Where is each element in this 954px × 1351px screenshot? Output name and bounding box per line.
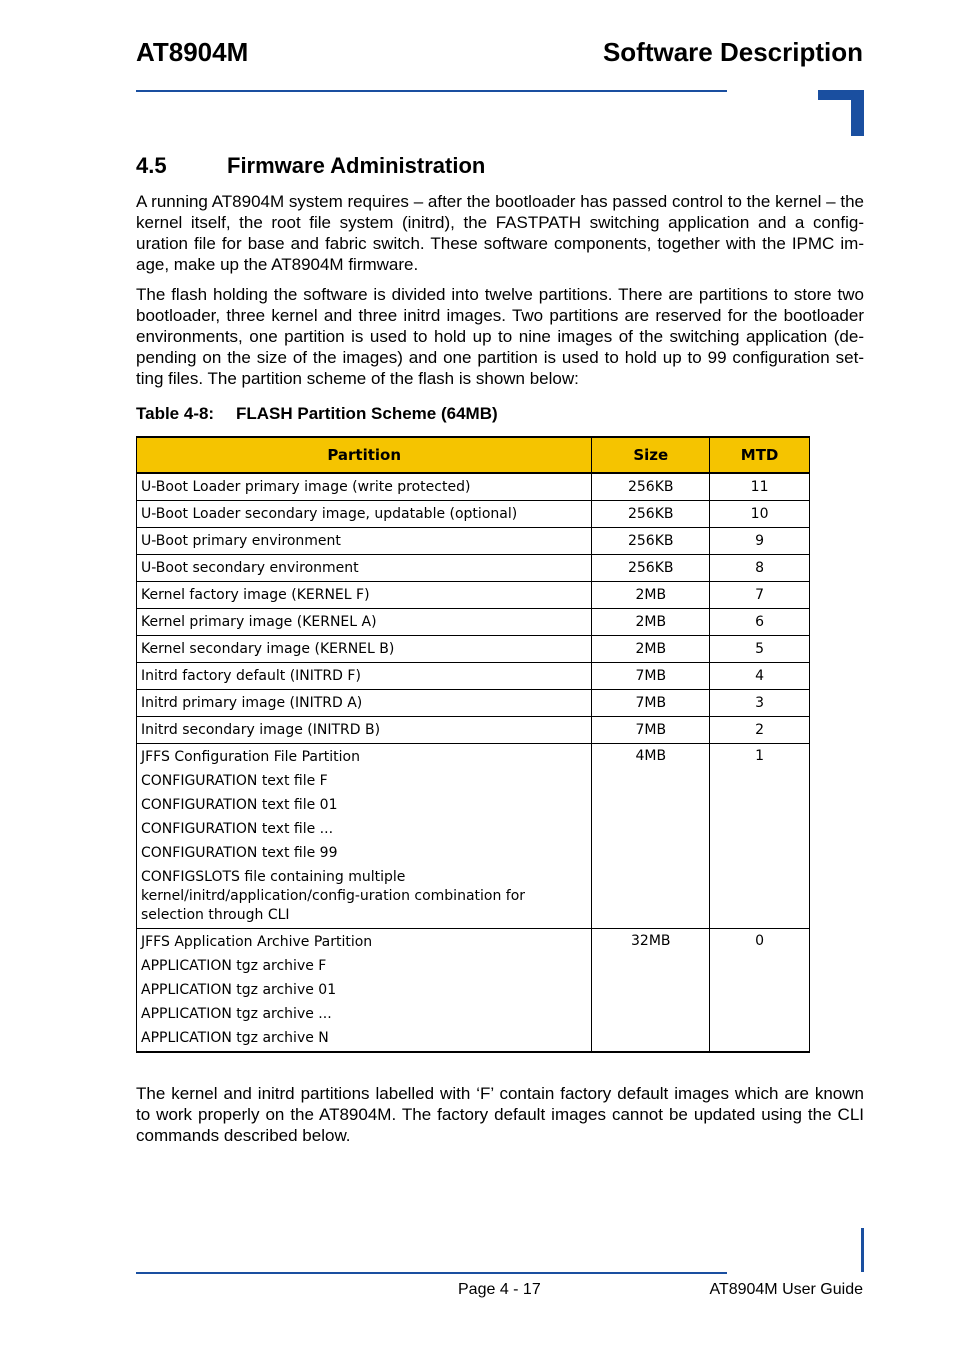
- size-cell: 2MB: [592, 609, 710, 636]
- partition-cell: Kernel factory image (KERNEL F): [137, 582, 592, 609]
- jffs-app-line: APPLICATION tgz archive ...: [141, 1006, 332, 1022]
- mtd-cell: 8: [710, 555, 810, 582]
- section-heading: [136, 153, 485, 179]
- partition-cell: U-Boot Loader primary image (write protected): [137, 473, 592, 501]
- partition-cell: Initrd factory default (INITRD F): [137, 663, 592, 690]
- footer-rule: [136, 1272, 727, 1274]
- jffs-app-line: APPLICATION tgz archive N: [141, 1030, 329, 1046]
- footer-guide-title: AT8904M User Guide: [709, 1281, 863, 1298]
- partition-cell: Initrd secondary image (INITRD B): [137, 717, 592, 744]
- jffs-app-partition-cell: [137, 929, 592, 1053]
- partition-cell: Kernel primary image (KERNEL A): [137, 609, 592, 636]
- jffs-config-line: CONFIGURATION text file ...: [141, 821, 334, 837]
- table-row-jffs-config: [137, 744, 810, 929]
- size-cell: 2MB: [592, 636, 710, 663]
- jffs-config-line: CONFIGURATION text file F: [141, 773, 328, 789]
- mtd-cell: 9: [710, 528, 810, 555]
- partition-cell: Kernel secondary image (KERNEL B): [137, 636, 592, 663]
- size-cell: 256KB: [592, 555, 710, 582]
- footer-corner-mark: [861, 1228, 864, 1272]
- table-row: [137, 663, 810, 690]
- header-partition: Partition: [137, 437, 592, 473]
- size-cell: 256KB: [592, 501, 710, 528]
- jffs-app-line: JFFS Application Archive Partition: [141, 934, 373, 950]
- header-chapter: Software Description: [602, 37, 863, 67]
- partition-cell: U-Boot primary environment: [137, 528, 592, 555]
- table-row: [137, 473, 810, 501]
- mtd-cell: 11: [710, 473, 810, 501]
- table-row: [137, 582, 810, 609]
- header-size: Size: [592, 437, 710, 473]
- header-product: AT8904M: [136, 37, 249, 67]
- jffs-config-mtd: 1: [710, 744, 810, 929]
- jffs-config-line: CONFIGURATION text file 99: [141, 845, 338, 861]
- size-cell: 256KB: [592, 473, 710, 501]
- mtd-cell: 4: [710, 663, 810, 690]
- paragraph-1: A running AT8904M system requires – after the bootloader has passed control to the kernel – the kernel itself, the root file system (initrd), the FASTPATH switching application and a config-uration file for base and fabric switch. These software components, together with the IPMC im-age, make up the AT8904M firmware.: [136, 192, 864, 274]
- mtd-cell: 10: [710, 501, 810, 528]
- jffs-app-mtd: 0: [710, 929, 810, 1053]
- table-row: [137, 501, 810, 528]
- jffs-app-line: APPLICATION tgz archive 01: [141, 982, 337, 998]
- mtd-cell: 7: [710, 582, 810, 609]
- table-row: [137, 555, 810, 582]
- table-caption-label: Table 4-8:: [136, 404, 215, 423]
- mtd-cell: 5: [710, 636, 810, 663]
- table-header-row: [137, 437, 810, 473]
- size-cell: 7MB: [592, 717, 710, 744]
- size-cell: 2MB: [592, 582, 710, 609]
- size-cell: 7MB: [592, 690, 710, 717]
- mtd-cell: 6: [710, 609, 810, 636]
- mtd-cell: 3: [710, 690, 810, 717]
- header-mtd: MTD: [710, 437, 810, 473]
- jffs-app-line: APPLICATION tgz archive F: [141, 958, 327, 974]
- paragraph-3: The kernel and initrd partitions labelled with ‘F’ contain factory default images which are known to work properly on the AT8904M. The factory default images cannot be updated using the CLI commands described below.: [136, 1084, 864, 1145]
- table-row: [137, 690, 810, 717]
- jffs-app-size: 32MB: [592, 929, 710, 1053]
- page-number: Page 4 - 17: [458, 1281, 541, 1298]
- table-row: [137, 528, 810, 555]
- table-row: [137, 609, 810, 636]
- table-caption: [136, 404, 498, 424]
- header-corner-mark: [818, 90, 864, 136]
- section-number: 4.5: [136, 153, 167, 178]
- partition-cell: U-Boot secondary environment: [137, 555, 592, 582]
- table-row: [137, 717, 810, 744]
- jffs-config-size: 4MB: [592, 744, 710, 929]
- size-cell: 7MB: [592, 663, 710, 690]
- jffs-config-line: JFFS Configuration File Partition: [141, 749, 360, 765]
- jffs-config-line: CONFIGSLOTS file containing multiple kernel/initrd/application/config-uration combination for selection through CLI: [141, 869, 526, 923]
- partition-cell: U-Boot Loader secondary image, updatable (optional): [137, 501, 592, 528]
- jffs-config-line: CONFIGURATION text file 01: [141, 797, 338, 813]
- size-cell: 256KB: [592, 528, 710, 555]
- table-row-jffs-app: [137, 929, 810, 1053]
- table-row: [137, 636, 810, 663]
- partition-cell: Initrd primary image (INITRD A): [137, 690, 592, 717]
- table-caption-title: FLASH Partition Scheme (64MB): [236, 404, 498, 423]
- paragraph-2: The flash holding the software is divided into twelve partitions. There are partitions to store two bootloader, three kernel and three initrd images. Two partitions are reserved for the bootloader environments, one partition is used to hold up to nine images of the switching application (de-pending on the size of the images) and one partition is used to hold up to 99 configuration set-ting files. The partition scheme of the flash is shown below:: [136, 285, 864, 388]
- flash-partition-table: [136, 436, 810, 1053]
- mtd-cell: 2: [710, 717, 810, 744]
- jffs-config-partition-cell: [137, 744, 592, 929]
- section-title: Firmware Administration: [227, 153, 486, 178]
- header-rule: [136, 90, 727, 92]
